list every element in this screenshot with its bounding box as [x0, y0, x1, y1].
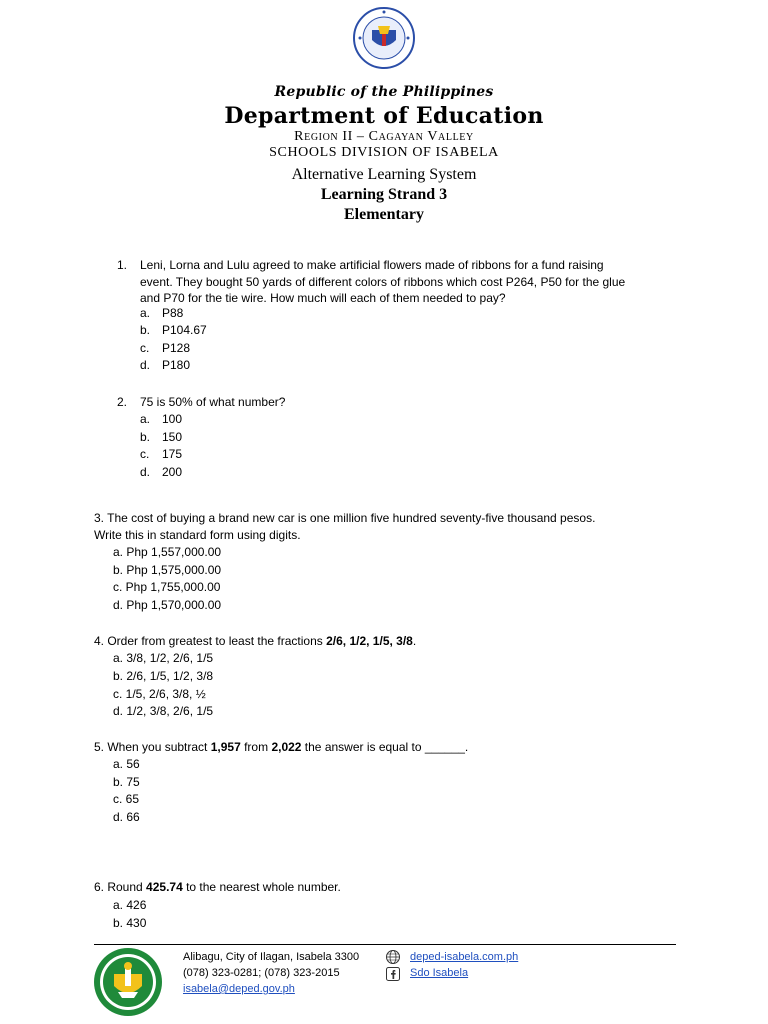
question-4: 4. Order from greatest to least the fractions 2/6, 1/2, 1/5, 3/8.: [94, 634, 417, 648]
footer-facebook-link[interactable]: Sdo Isabela: [410, 967, 469, 979]
facebook-icon: [385, 966, 401, 982]
question-1: [117, 257, 677, 311]
option: d. Php 1,570,000.00: [113, 598, 222, 612]
question-5: 5. When you subtract 1,957 from 2,022 the answer is equal to ______.: [94, 740, 469, 754]
question-number: 2.: [117, 395, 128, 409]
option: a. 3/8, 1/2, 2/6, 1/5: [113, 651, 214, 665]
footer-divider: [94, 944, 676, 945]
question-text: 75 is 50% of what number?: [140, 395, 286, 409]
option: c. 65: [113, 792, 140, 806]
option: c. 1/5, 2/6, 3/8, ½: [113, 687, 206, 701]
fractions-list: 2/6, 1/2, 1/5, 3/8: [326, 634, 413, 648]
option: d. 66: [113, 810, 140, 824]
question-text-line: event. They bought 50 yards of different colors of ribbons which cost P264, P50 for the glue: [140, 275, 626, 289]
option: b. 2/6, 1/5, 1/2, 3/8: [113, 669, 214, 683]
option: b. 430: [113, 916, 147, 930]
option: b. 75: [113, 775, 140, 789]
level-heading: Elementary: [344, 206, 424, 223]
globe-icon: [385, 949, 401, 965]
question-text-line: Leni, Lorna and Lulu agreed to make artificial flowers made of ribbons for a fund raising: [140, 258, 604, 272]
option: a. Php 1,557,000.00: [113, 545, 222, 559]
question-6: 6. Round 425.74 to the nearest whole number.: [94, 880, 341, 894]
republic-heading: Republic of the Philippines: [274, 84, 494, 100]
footer-phones: (078) 323-0281; (078) 323-2015: [183, 967, 340, 979]
deped-seal-icon: [352, 6, 416, 70]
option: d. 1/2, 3/8, 2/6, 1/5: [113, 704, 214, 718]
footer-address: Alibagu, City of Ilagan, Isabela 3300: [183, 951, 360, 963]
region-heading: Region II – Cagayan Valley: [294, 129, 474, 144]
option: a. 56: [113, 757, 140, 771]
worksheet-page: Republic of the Philippines Department of Education Region II – Cagayan Valley SCHOOLS DIVISION OF ISABELA Alternative Learning System Learning Strand 3 Elementary 1. Leni, Lorna and Lulu agreed to make artificial flowers made of ribbons for a fund raising event. They bought 50 yards of different colors of ribbons which cost P264, P50 for the glue and P70 for the tie wire. How much will each of them needed to pay? a. P88 b. P104.67 c. P128 d. P180 2. 75 is 50% of what number? a. 100 b. 150 c. 175 d. 200 3. The cost of buying a brand new car is one million five hundred seventy-five thousand pesos. Write this in standard form using digits. a. Php 1,557,000.00 b. Php 1,575,000.00 c. Php 1,755,000.00 d. Php 1,570,000.00 4. Order from greatest to least the fractions 2/6, 1/2, 1/5, 3/8. a. 3/8, 1/2, 2/6, 1/5 b. 2/6, 1/5, 1/2, 3/8 c. 1/5, 2/6, 3/8, ½ d. 1/2, 3/8, 2/6, 1/5 5. When you subtract 1,957 from 2,022 the answer is equal to ______. a. 56 b. 75 c. 65 d. 66 6. Round 425.74 to the nearest whole number. a. 426 b. 430 Alibagu, City of Ilagan, Isabela 3300 (078) 323-0281; (078) 323-2015 isabela@deped.gov.ph deped-isabela.com.ph Sdo Isabela: [0, 0, 768, 1024]
question-number: 1.: [117, 258, 128, 272]
option: a. 426: [113, 898, 147, 912]
option: c. Php 1,755,000.00: [113, 580, 221, 594]
sdo-isabela-seal-icon: [92, 946, 164, 1018]
question-text-line: and P70 for the tie wire. How much will each of them needed to pay?: [140, 291, 506, 305]
department-heading: Department of Education: [224, 103, 544, 129]
program-heading: Alternative Learning System: [291, 166, 477, 183]
question-3-line: Write this in standard form using digits.: [94, 528, 301, 542]
option: b. Php 1,575,000.00: [113, 563, 222, 577]
question-3-line: 3. The cost of buying a brand new car is one million five hundred seventy-five thousand pesos.: [94, 511, 596, 525]
footer-website-link[interactable]: deped-isabela.com.ph: [410, 951, 519, 963]
division-heading: SCHOOLS DIVISION OF ISABELA: [269, 145, 499, 160]
footer-email-link[interactable]: isabela@deped.gov.ph: [183, 983, 295, 995]
question-2: [117, 394, 517, 410]
strand-heading: Learning Strand 3: [320, 186, 448, 203]
